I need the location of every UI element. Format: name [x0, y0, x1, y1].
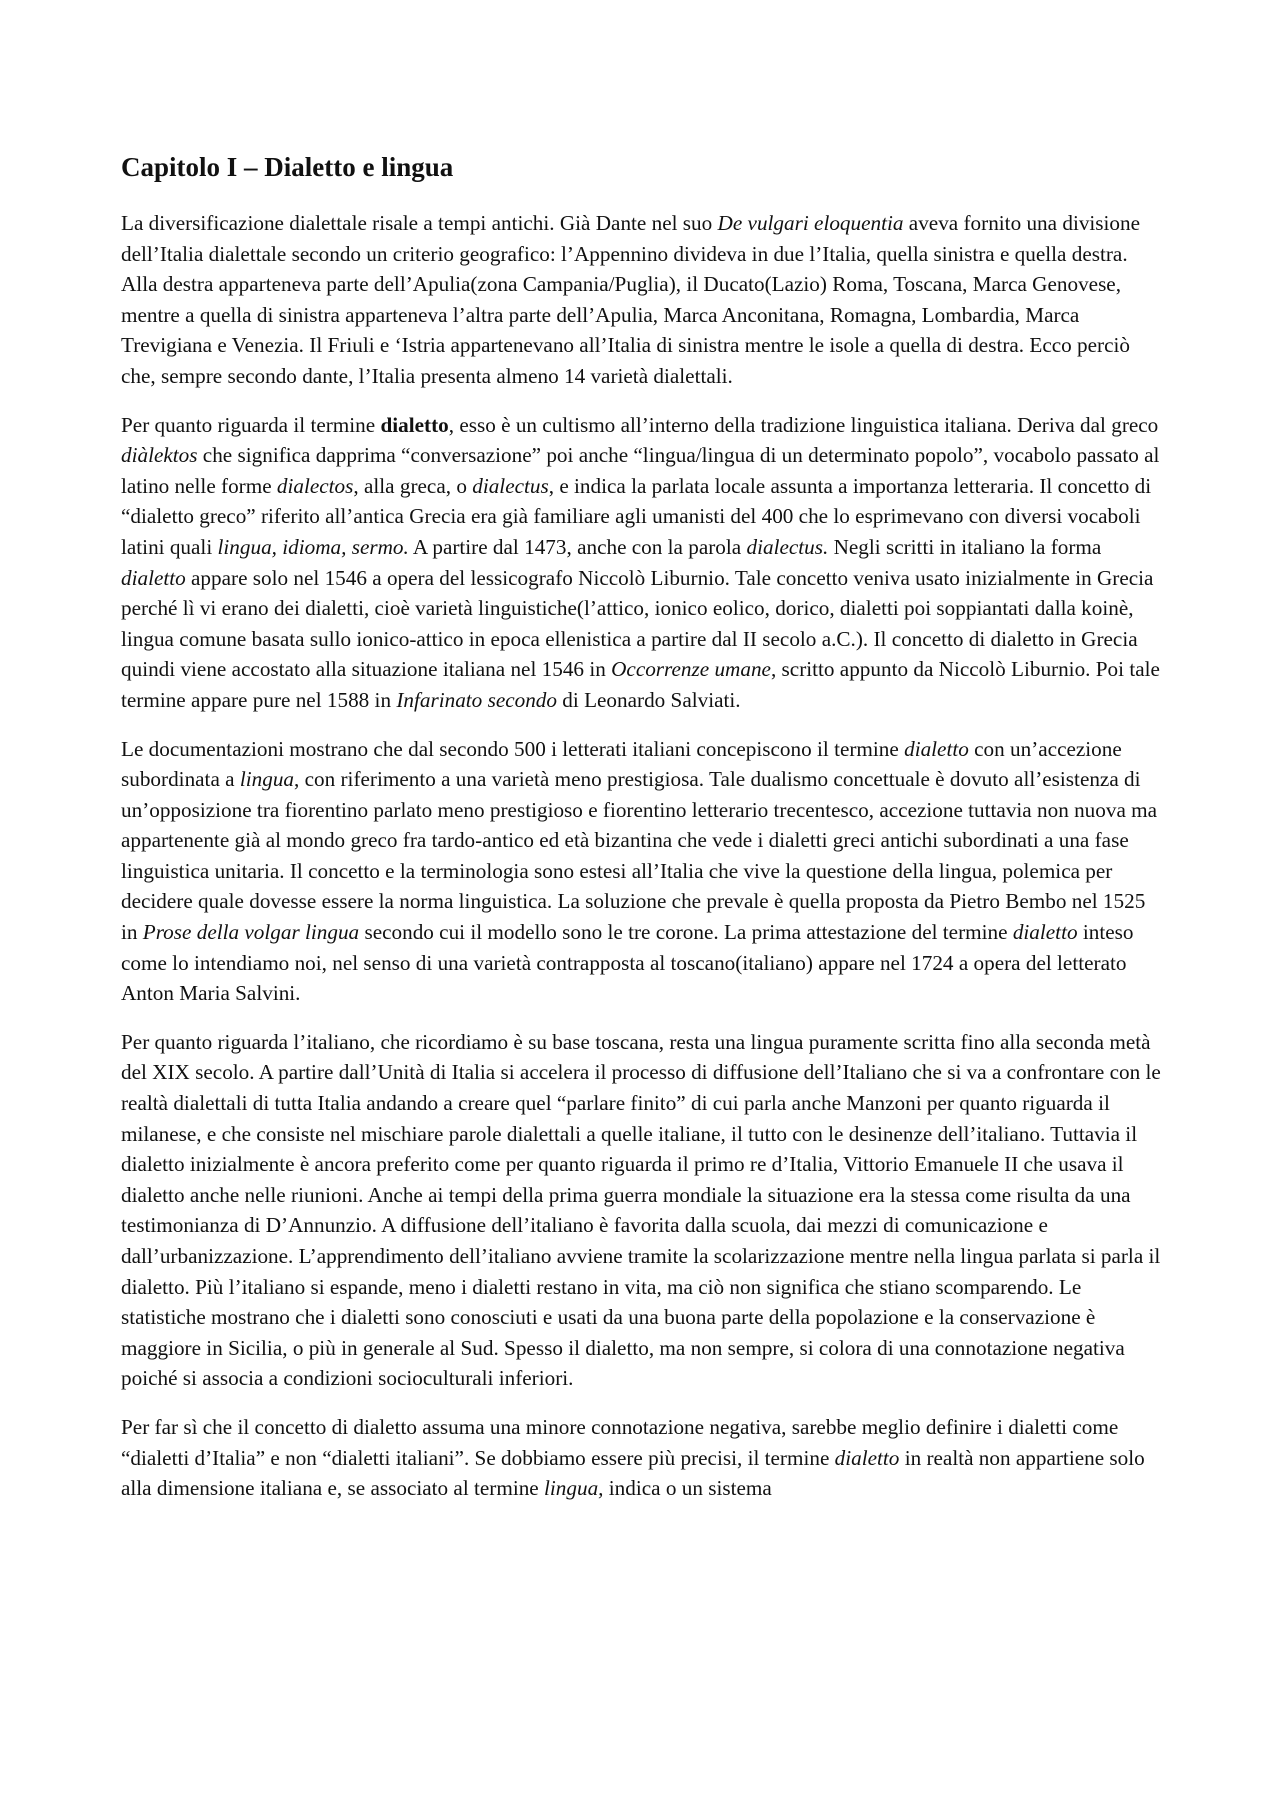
bold-term: dialetto	[380, 412, 449, 437]
text-run: aveva fornito una divisione dell’Italia dialettale secondo un criterio geografico: l’Appennino divideva in due l’Italia, quella sinistra e quella destra. Alla destra apparteneva parte dell’Apulia(zona Campania/Puglia), il Ducato(Lazio) Roma, Toscana, Marca Genovese, mentre a quella di sinistra apparteneva l’altra parte dell’Apulia, Marca Anconitana, Romagna, Lombardia, Marca Trevigiana e Venezia. Il Friuli e ‘Istria appartenevano all’Italia di sinistra mentre le isole a quella di destra. Ecco perciò che, sempre secondo dante, l’Italia presenta almeno 14 varietà dialettali.	[121, 211, 1141, 388]
italic-term: Infarinato secondo	[396, 687, 557, 712]
text-run: Per quanto riguarda l’italiano, che ricordiamo è su base toscana, resta una lingua puramente scritta fino alla seconda metà del XIX secolo. A partire dall’Unità di Italia si accelera il processo di diffusione dell’Italiano che si va a confrontare con le realtà dialettali di tutta Italia andando a creare quel “parlare finito” di cui parla anche Manzoni per quanto riguarda il milanese, e che consiste nel mischiare parole dialettali a quelle italiane, il tutto con le desinenze dell’italiano. Tuttavia il dialetto inizialmente è ancora preferito come per quanto riguarda il primo re d’Italia, Vittorio Emanuele II che usava il dialetto anche nelle riunioni. Anche ai tempi della prima guerra mondiale la situazione era la stessa come risulta da una testimonianza di D’Annunzio. A diffusione dell’italiano è favorita dalla scuola, dai mezzi di comunicazione e dall’urbanizzazione. L’apprendimento dell’italiano avviene tramite la scolarizzazione mentre nella lingua parlata si parla il dialetto. Più l’italiano si espande, meno i dialetti restano in vita, ma ciò non significa che stiano scomparendo. Le statistiche mostrano che i dialetti sono conosciuti e usati da una buona parte della popolazione e la conservazione è maggiore in Sicilia, o più in generale al Sud. Spesso il dialetto, ma non sempre, si colora di una connotazione negativa poiché si associa a condizioni socioculturali inferiori.	[121, 1029, 1161, 1391]
paragraph-1	[121, 208, 1161, 392]
italic-term: dialetto	[121, 565, 186, 590]
text-run: A partire dal 1473, anche con la parola	[408, 534, 747, 559]
text-run: che significa dapprima “conversazione” poi anche “lingua/lingua di un determinato popolo”, vocabolo passato al latino nelle forme	[121, 443, 1160, 498]
paragraph-3	[121, 734, 1161, 1009]
chapter-title: Capitolo I – Dialetto e lingua	[121, 152, 454, 182]
document-page	[121, 150, 1161, 1522]
italic-term: dialetto	[904, 736, 969, 761]
italic-term: lingua,	[544, 1476, 604, 1501]
text-run: , con riferimento a una varietà meno prestigiosa. Tale dualismo concettuale è dovuto all’esistenza di un’opposizione tra fiorentino parlato meno prestigioso e fiorentino letterario trecentesco, accezione tuttavia non nuova ma appartenente già al mondo greco fra tardo-antico ed età bizantina che vede i dialetti greci antichi subordinati a una fase linguistica unitaria. Il concetto e la terminologia sono estesi all’Italia che vive la questione della lingua, polemica per decidere quale dovesse essere la norma linguistica. La soluzione che prevale è quella proposta da Pietro Bembo nel 1525 in	[121, 767, 1158, 945]
italic-term: dialectos	[276, 473, 354, 498]
text-run: appare solo nel 1546 a opera del lessicografo Niccolò Liburnio. Tale concetto veniva usato inizialmente in Grecia perché lì vi erano dei dialetti, cioè varietà linguistiche(l’attico, ionico eolico, dorico, dialetti poi soppiantati dalla koinè, lingua comune basata sullo ionico-attico in epoca ellenistica a partire dal II secolo a.C.). Il concetto di dialetto in Grecia quindi viene accostato alla situazione italiana nel 1546 in	[121, 565, 1154, 682]
text-run: secondo cui il modello sono le tre corone. La prima attestazione del termine	[359, 920, 1013, 945]
italic-term: dialetto	[834, 1445, 900, 1470]
text-run: , scritto appunto da Niccolò Liburnio. Poi tale termine appare pure nel 1588 in	[121, 657, 1160, 712]
italic-term: De vulgari eloquentia	[717, 211, 904, 235]
italic-term: Occorrenze umane	[611, 657, 771, 682]
italic-term: dialetto	[1012, 920, 1078, 945]
text-run: Le documentazioni mostrano che dal secondo 500 i letterati italiani concepiscono il termine	[121, 736, 905, 761]
text-run: La diversificazione dialettale risale a tempi antichi. Già Dante nel suo	[121, 211, 718, 235]
italic-term: diàlektos	[121, 443, 198, 468]
text-run: Per far sì che il concetto di dialetto assuma una minore connotazione negativa, sarebbe meglio definire i dialetti come “dialetti d’Italia” e non “dialetti italiani”. Se dobbiamo essere più precisi, il termine	[121, 1414, 1119, 1470]
italic-term: dialectus.	[746, 534, 829, 559]
italic-term: lingua, idioma, sermo.	[217, 534, 409, 559]
italic-term: dialectus	[472, 473, 549, 498]
paragraph-4	[121, 1027, 1161, 1394]
text-run: inteso come lo intendiamo noi, nel senso di una varietà contrapposta al toscano(italiano) appare nel 1724 a opera del letterato Anton Maria Salvini.	[121, 920, 1134, 1006]
text-run: , esso è un cultismo all’interno della tradizione linguistica italiana. Deriva dal greco	[448, 412, 1159, 437]
paragraph-2	[121, 410, 1161, 716]
text-run: Negli scritti in italiano la forma	[828, 534, 1102, 559]
text-run: con un’accezione subordinata a	[121, 736, 1122, 792]
italic-term: Prose della volgar lingua	[142, 920, 360, 945]
text-run: in realtà non appartiene solo alla dimensione italiana e, se associato al termine	[121, 1445, 1145, 1501]
text-run: , e indica la parlata locale assunta a importanza letteraria. Il concetto di “dialetto greco” riferito all’antica Grecia era già familiare agli umanisti del 400 che lo esprimevano con diversi vocaboli latini quali	[121, 473, 1152, 559]
text-run: indica o un sistema	[603, 1476, 772, 1501]
paragraph-5	[121, 1412, 1161, 1504]
text-run: , alla greca, o	[353, 473, 473, 498]
text-run: Per quanto riguarda il termine	[121, 412, 381, 437]
italic-term: lingua	[239, 767, 295, 792]
text-run: di Leonardo Salviati.	[557, 687, 741, 712]
